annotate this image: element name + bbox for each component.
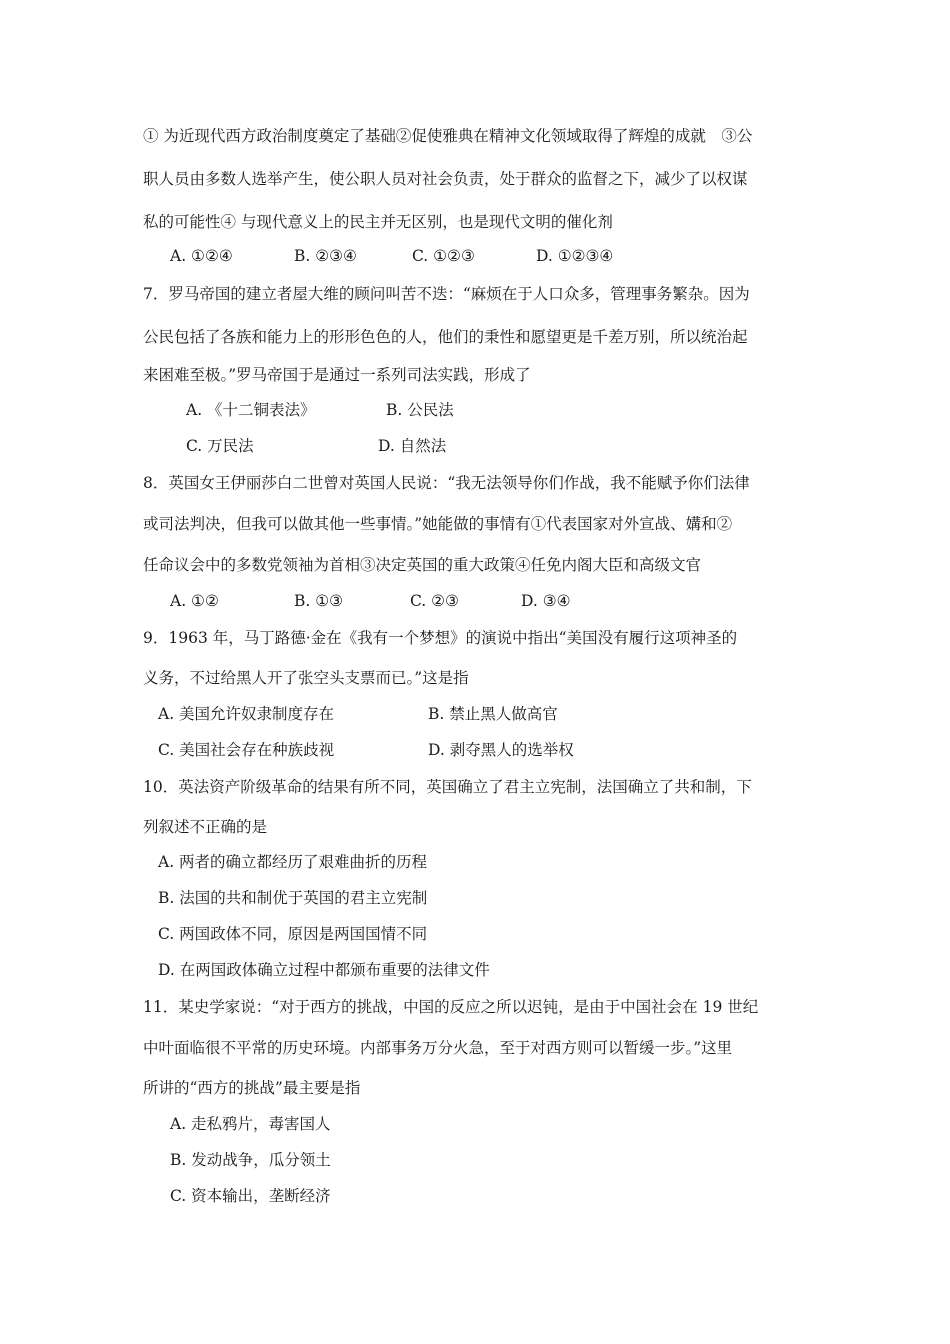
q9-option-c[interactable]: C. 美国社会存在种族歧视 (158, 741, 335, 759)
q9-option-a[interactable]: A. 美国允许奴隶制度存在 (158, 705, 335, 723)
q7-option-b[interactable]: B. 公民法 (386, 401, 454, 419)
q6-option-a[interactable]: A. ①②④ (170, 247, 233, 265)
q10-option-c[interactable]: C. 两国政体不同，原因是两国国情不同 (158, 925, 428, 943)
q8-option-c[interactable]: C. ②③ (410, 592, 459, 610)
q8-stem-line-3: 任命议会中的多数党领袖为首相③决定英国的重大政策④任免内阁大臣和高级文官 (143, 556, 702, 574)
q11-stem-line-3: 所讲的“西方的挑战”最主要是指 (143, 1079, 361, 1097)
q9-option-d[interactable]: D. 剥夺黑人的选举权 (428, 741, 574, 759)
q8-stem-line-1: 8．英国女王伊丽莎白二世曾对英国人民说：“我无法领导你们作战，我不能赋予你们法律 (143, 474, 750, 492)
q7-option-a[interactable]: A. 《十二铜表法》 (186, 401, 316, 419)
q10-option-d[interactable]: D. 在两国政体确立过程中都颁布重要的法律文件 (158, 961, 490, 979)
q6-stem-line-3: 私的可能性④ 与现代意义上的民主并无区别，也是现代文明的催化剂 (143, 213, 613, 231)
q11-stem-line-2: 中叶面临很不平常的历史环境。内部事务万分火急，至于对西方则可以暂缓一步。”这里 (143, 1039, 733, 1057)
q8-option-a[interactable]: A. ①② (170, 592, 219, 610)
q11-option-a[interactable]: A. 走私鸦片，毒害国人 (170, 1115, 331, 1133)
q7-option-c[interactable]: C. 万民法 (186, 437, 254, 455)
q8-stem-line-2: 或司法判决，但我可以做其他一些事情。”她能做的事情有①代表国家对外宣战、媾和② (143, 515, 733, 533)
q10-option-b[interactable]: B. 法国的共和制优于英国的君主立宪制 (158, 889, 428, 907)
q7-option-d[interactable]: D. 自然法 (378, 437, 447, 455)
q6-option-c[interactable]: C. ①②③ (412, 247, 475, 265)
q10-option-a[interactable]: A. 两者的确立都经历了艰难曲折的历程 (158, 853, 428, 871)
q10-stem-line-1: 10．英法资产阶级革命的结果有所不同，英国确立了君主立宪制，法国确立了共和制，下 (143, 778, 752, 796)
q6-stem-line-2: 职人员由多数人选举产生，使公职人员对社会负责，处于群众的监督之下，减少了以权谋 (143, 170, 748, 188)
q10-stem-line-2: 列叙述不正确的是 (143, 818, 268, 836)
q7-stem-line-1: 7．罗马帝国的建立者屋大维的顾问叫苦不迭：“麻烦在于人口众多，管理事务繁杂。因为 (143, 285, 750, 303)
q7-stem-line-3: 来困难至极。”罗马帝国于是通过一系列司法实践，形成了 (143, 366, 531, 384)
q8-option-d[interactable]: D. ③④ (521, 592, 571, 610)
q8-option-b[interactable]: B. ①③ (294, 592, 344, 610)
q6-option-b[interactable]: B. ②③④ (294, 247, 357, 265)
q6-stem-line-1: ① 为近现代西方政治制度奠定了基础②促使雅典在精神文化领域取得了辉煌的成就 ③公 (143, 127, 753, 145)
q11-option-c[interactable]: C. 资本输出，垄断经济 (170, 1187, 331, 1205)
q7-stem-line-2: 公民包括了各族和能力上的形形色色的人，他们的秉性和愿望更是千差万别，所以统治起 (143, 328, 748, 346)
q11-stem-line-1: 11．某史学家说：“对于西方的挑战，中国的反应之所以迟钝，是由于中国社会在 19 世纪 (143, 998, 759, 1016)
q11-option-b[interactable]: B. 发动战争，瓜分领土 (170, 1151, 331, 1169)
q9-stem-line-2: 义务，不过给黑人开了张空头支票而已。”这是指 (143, 669, 469, 687)
q9-option-b[interactable]: B. 禁止黑人做高官 (428, 705, 558, 723)
q6-option-d[interactable]: D. ①②③④ (536, 247, 614, 265)
q9-stem-line-1: 9．1963 年，马丁路德·金在《我有一个梦想》的演说中指出“美国没有履行这项神圣的 (143, 629, 738, 647)
